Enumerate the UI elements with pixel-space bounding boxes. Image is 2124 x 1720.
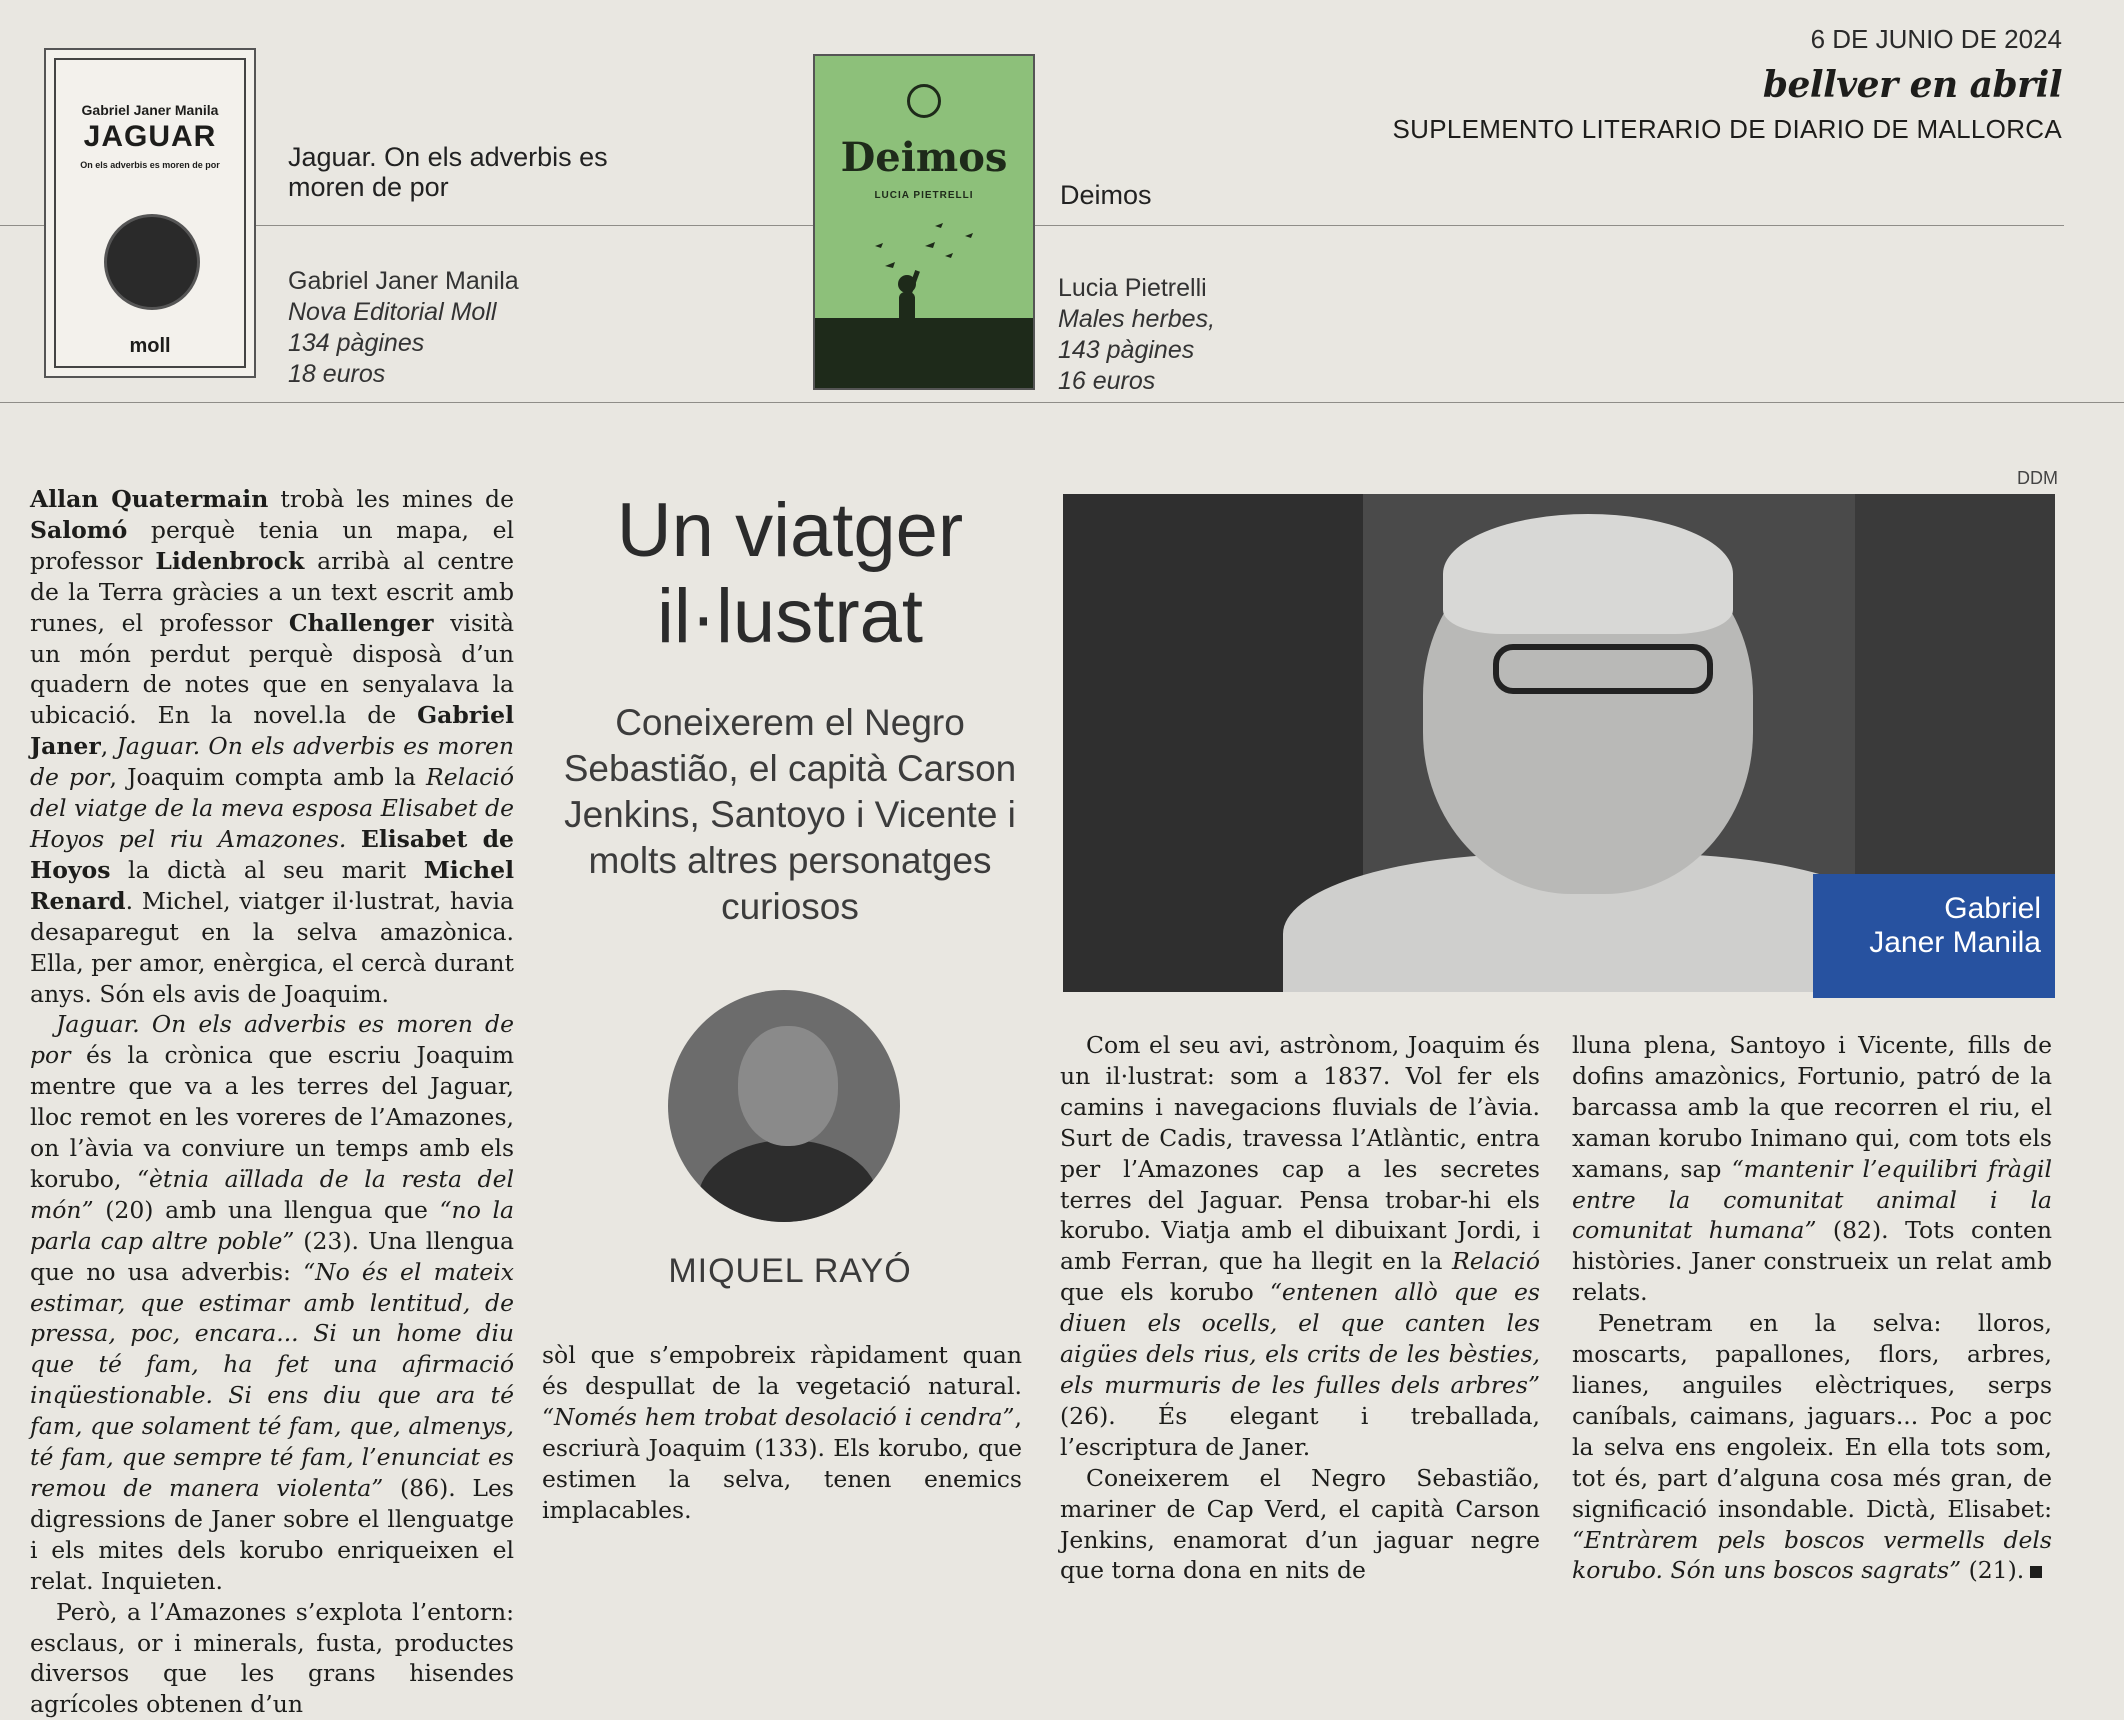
issue-date: 6 DE JUNIO DE 2024 bbox=[1810, 24, 2062, 54]
article-column-4 bbox=[1572, 1030, 2052, 1586]
book-title: Deimos bbox=[1060, 180, 1152, 210]
end-of-article-mark bbox=[2030, 1566, 2042, 1578]
columnist-photo bbox=[668, 990, 900, 1222]
supplement-subtitle: SUPLEMENTO LITERARIO DE DIARIO DE MALLORCA bbox=[1392, 114, 2062, 144]
book-pages: 143 pàgines bbox=[1058, 336, 1195, 364]
columnist-name: MIQUEL RAYÓ bbox=[668, 1252, 912, 1290]
book-title: Jaguar. On els adverbis es moren de por bbox=[288, 142, 608, 202]
book-author: Gabriel Janer Manila bbox=[288, 267, 519, 295]
book-publisher: Males herbes, bbox=[1058, 305, 1216, 333]
paragraph: Coneixerem el Negro Sebastião, mariner de Cap Verd, el capità Carson Jenkins, enamorat d’un jaguar negre que torna dona en nits de bbox=[1060, 1463, 1540, 1585]
cover-title: Deimos bbox=[840, 134, 1008, 181]
book-details bbox=[288, 266, 608, 390]
books-bottom-rule bbox=[0, 402, 2124, 403]
caption-line-1: Gabriel bbox=[1944, 892, 2041, 925]
article-column-2 bbox=[542, 1340, 1022, 1525]
cover-ground bbox=[815, 318, 1033, 388]
article-column-1 bbox=[30, 484, 514, 1720]
article-headline bbox=[540, 488, 1040, 660]
paragraph: Com el seu avi, astrònom, Joaquim és un il·lustrat: som a 1837. Vol fer els camins i navegacions fluvials de l’àvia. Surt de Cadis, travessa l’Atlàntic, entra per l’Amazones cap a les secretes terres del Jaguar. Pensa trobar-hi els korubo. Viatja amb el dibuixant Jordi, i amb Ferran, que ha llegit en la Relació que els korubo “entenen allò que es diuen els ocells, el que canten les aigües dels rius, els crits de les bèsties, els murmuris de les fulles dels arbres” (26). És elegant i treballada, l’escriptura de Janer. bbox=[1060, 1031, 1540, 1461]
cover-publisher-logo: moll bbox=[129, 335, 171, 357]
book-details bbox=[1058, 273, 1378, 397]
paragraph: Però, a l’Amazones s’explota l’entorn: esclaus, or i minerals, fusta, productes diversos que les grans hisendes agrícoles obtenen d’un bbox=[30, 1597, 514, 1719]
book-cover-deimos bbox=[813, 54, 1035, 390]
book-cover-jaguar bbox=[44, 48, 256, 378]
photo-credit: DDM bbox=[2017, 468, 2058, 488]
book-price: 18 euros bbox=[288, 360, 386, 388]
book-publisher: Nova Editorial Moll bbox=[288, 298, 497, 326]
book-pages: 134 pàgines bbox=[288, 329, 425, 357]
book-price: 16 euros bbox=[1058, 367, 1156, 395]
jaguar-illustration bbox=[104, 214, 200, 310]
paragraph: sòl que s’empobreix ràpidament quan és despullat de la vegetació natural. “Només hem trobat desolació i cendra”, escriurà Joaquim (133). Els korubo, que estimen la selva, tenen enemics implacables. bbox=[542, 1341, 1022, 1524]
paragraph: Jaguar. On els adverbis es moren de por és la crònica que escriu Joaquim mentre que va a les terres del Jaguar, lloc remot en les voreres de l’Amazones, on l’àvia va conviure un temps amb els korubo, “ètnia aïllada de la resta del món” (20) amb una llengua que “no la parla cap altre poble” (23). Una llengua que no usa adverbis: “No és el mateix estimar, que estimar amb lentitud, de pressa, poc, encara... Si un home diu que té fam, ha fet una afirmació inqüestionable. Si ens diu que ara té fam, que solament té fam, que, almenys, té fam, que sempre té fam, l’enunciat es remou de manera violenta” (86). Les digressions de Janer sobre el llenguatge i els mites dels korubo enriqueixen el relat. Inquieten. bbox=[30, 1010, 514, 1595]
cover-subtitle: On els adverbis es moren de por bbox=[80, 160, 220, 170]
photo-caption bbox=[1813, 874, 2055, 998]
article-deck: Coneixerem el Negro Sebastião, el capità Carson Jenkins, Santoyo i Vicente i molts altres personatges curiosos bbox=[563, 702, 1017, 927]
article-column-3 bbox=[1060, 1030, 1540, 1586]
book-author: Lucia Pietrelli bbox=[1058, 274, 1207, 302]
paragraph: lluna plena, Santoyo i Vicente, fills de dofins amazònics, Fortunio, patró de la barcassa amb la que recorren el riu, el xaman korubo Inimano qui, com tots els xamans, sap “mantenir l’equilibri fràgil entre la comunitat animal i la comunitat humana” (82). Tots conten històries. Janer construeix un relat amb relats. bbox=[1572, 1031, 2053, 1307]
cover-author: LUCIA PIETRELLI bbox=[874, 190, 974, 201]
supplement-brand: bellver en abril bbox=[1762, 64, 2062, 106]
paragraph: Penetram en la selva: lloros, moscarts, papallones, flors, arbres, lianes, anguiles elèctriques, serps caníbals, caimans, jaguars... Poc a poc la selva ens engoleix. En ella tots som, tot és, part d’alguna cosa més gran, de significació insondable. Dictà, Elisabet: “Entràrem pels boscos vermells dels korubo. Són uns boscos sagrats” (21). bbox=[1572, 1309, 2052, 1585]
cover-title: JAGUAR bbox=[83, 120, 217, 153]
headline-line-2: il·lustrat bbox=[656, 574, 924, 659]
caption-line-2: Janer Manila bbox=[1869, 926, 2041, 959]
headline-line-1: Un viatger bbox=[616, 488, 964, 573]
cover-author: Gabriel Janer Manila bbox=[81, 102, 219, 118]
paragraph: Allan Quatermain trobà les mines de Salomó perquè tenia un mapa, el professor Lidenbrock arribà al centre de la Terra gràcies a un text escrit amb runes, el professor Challenger visità un món perdut perquè disposà d’un quadern de notes que en senyalava la ubicació. En la novel.la de Gabriel Janer, Jaguar. On els adverbis es moren de por, Joaquim compta amb la Relació del viatge de la meva esposa Elisabet de Hoyos pel riu Amazones. Elisabet de Hoyos la dictà al seu marit Michel Renard. Michel, viatger il·lustrat, havia desaparegut en la selva amazònica. Ella, per amor, enèrgica, el cercà durant anys. Són els avis de Joaquim. bbox=[30, 485, 515, 1008]
